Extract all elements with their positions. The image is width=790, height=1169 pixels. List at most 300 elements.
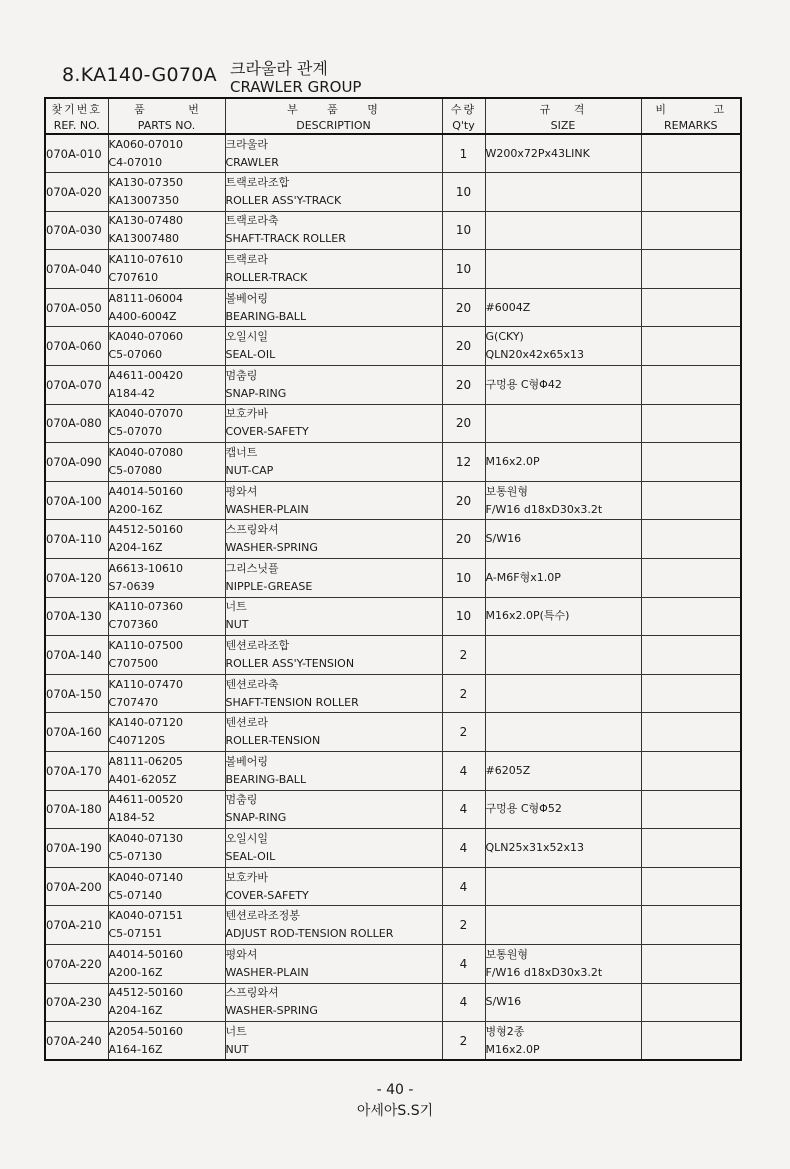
header-qty	[442, 98, 485, 134]
description-english: ROLLER ASS'Y-TRACK	[225, 193, 342, 207]
quantity: 2	[442, 713, 485, 752]
ref-no: 070A-240	[45, 1022, 108, 1061]
description	[225, 366, 442, 405]
remarks	[641, 983, 741, 1022]
description-english: NUT	[225, 618, 249, 632]
description	[225, 520, 442, 559]
description-korean: 텐션로라조정봉	[225, 909, 300, 923]
parts-no-primary: KA110-07360	[108, 600, 184, 614]
description	[225, 134, 442, 173]
size-line-2: F/W16 d18xD30x3.2t	[485, 965, 603, 979]
parts-no	[108, 250, 225, 289]
description-english: SHAFT-TENSION ROLLER	[225, 695, 359, 709]
description	[225, 713, 442, 752]
description-korean: 텐션로라	[225, 716, 269, 730]
size	[485, 597, 641, 636]
parts-no-secondary: A401-6205Z	[108, 772, 177, 786]
remarks	[641, 790, 741, 829]
group-title-english: CRAWLER GROUP	[230, 78, 362, 96]
parts-no-primary: A4611-00420	[108, 368, 183, 382]
header-parts-en: PARTS NO.	[137, 118, 196, 132]
parts-no-primary: KA130-07350	[108, 175, 184, 189]
description-korean: 멈춤링	[225, 368, 258, 382]
table-row	[45, 173, 741, 212]
description-korean: 스프링와셔	[225, 523, 279, 537]
description-korean: 캡너트	[225, 446, 258, 460]
parts-no-primary: KA040-07060	[108, 330, 184, 344]
size	[485, 481, 641, 520]
remarks	[641, 829, 741, 868]
description-korean: 트랙로라축	[225, 214, 279, 228]
header-size-en: SIZE	[550, 118, 576, 132]
table-row	[45, 134, 741, 173]
remarks	[641, 366, 741, 405]
parts-no-secondary: C707470	[108, 695, 159, 709]
description-korean: 볼베어링	[225, 291, 269, 305]
parts-no-secondary: A204-16Z	[108, 541, 163, 555]
size-line-2: QLN20x42x65x13	[485, 348, 585, 362]
description-english: SNAP-RING	[225, 811, 287, 825]
ref-no: 070A-150	[45, 674, 108, 713]
header-desc-ko: 부 품 명	[287, 102, 380, 116]
size	[485, 559, 641, 598]
ref-no: 070A-190	[45, 829, 108, 868]
description-english: BEARING-BALL	[225, 772, 307, 786]
description-korean: 텐션로라축	[225, 677, 279, 691]
quantity: 20	[442, 520, 485, 559]
table-row	[45, 906, 741, 945]
remarks	[641, 250, 741, 289]
size	[485, 636, 641, 675]
description	[225, 481, 442, 520]
parts-no	[108, 520, 225, 559]
description	[225, 443, 442, 482]
quantity: 2	[442, 674, 485, 713]
description	[225, 752, 442, 791]
size	[485, 983, 641, 1022]
description-english: ROLLER-TENSION	[225, 734, 321, 748]
parts-no	[108, 288, 225, 327]
description-korean: 그리스닛플	[225, 561, 279, 575]
description	[225, 790, 442, 829]
parts-no	[108, 134, 225, 173]
parts-no-primary: A8111-06004	[108, 291, 183, 305]
quantity: 20	[442, 366, 485, 405]
header-ref-en: REF. NO.	[53, 118, 100, 132]
remarks	[641, 404, 741, 443]
parts-no	[108, 481, 225, 520]
description	[225, 288, 442, 327]
parts-no-secondary: C4-07010	[108, 155, 163, 169]
description-korean: 오일시일	[225, 330, 269, 344]
parts-no-secondary: C407120S	[108, 734, 166, 748]
parts-no	[108, 867, 225, 906]
quantity: 10	[442, 211, 485, 250]
remarks	[641, 520, 741, 559]
description	[225, 983, 442, 1022]
parts-no-primary: KA060-07010	[108, 137, 184, 151]
header-size	[485, 98, 641, 134]
ref-no: 070A-210	[45, 906, 108, 945]
quantity: 20	[442, 481, 485, 520]
remarks	[641, 752, 741, 791]
header-ref-no	[45, 98, 108, 134]
parts-no-secondary: C707500	[108, 657, 159, 671]
parts-no-secondary: S7-0639	[108, 579, 155, 593]
description-korean: 너트	[225, 1024, 247, 1038]
ref-no: 070A-070	[45, 366, 108, 405]
quantity: 20	[442, 288, 485, 327]
size	[485, 173, 641, 212]
page-number: - 40 -	[376, 1082, 414, 1098]
ref-no: 070A-130	[45, 597, 108, 636]
ref-no: 070A-120	[45, 559, 108, 598]
parts-no-primary: A4014-50160	[108, 484, 183, 498]
size	[485, 867, 641, 906]
quantity: 4	[442, 944, 485, 983]
description-english: ROLLER-TRACK	[225, 271, 308, 285]
size-line-1: 보통원형	[485, 484, 529, 498]
quantity: 10	[442, 597, 485, 636]
table-row	[45, 250, 741, 289]
description	[225, 173, 442, 212]
description-english: NUT	[225, 1042, 249, 1056]
description-english: COVER-SAFETY	[225, 425, 309, 439]
quantity: 4	[442, 867, 485, 906]
parts-no	[108, 327, 225, 366]
quantity: 1	[442, 134, 485, 173]
size-line-1: 병형2종	[485, 1024, 525, 1038]
description-english: CRAWLER	[225, 155, 279, 169]
section-code: 8.KA140-G070A	[62, 64, 217, 86]
size	[485, 327, 641, 366]
parts-no	[108, 173, 225, 212]
remarks	[641, 559, 741, 598]
size-line-1: #6004Z	[485, 300, 531, 314]
parts-no-primary: A4611-00520	[108, 793, 183, 807]
description-korean: 평와셔	[225, 484, 258, 498]
parts-no-secondary: A200-16Z	[108, 965, 163, 979]
ref-no: 070A-020	[45, 173, 108, 212]
remarks	[641, 636, 741, 675]
size	[485, 1022, 641, 1061]
table-row	[45, 829, 741, 868]
size	[485, 752, 641, 791]
remarks	[641, 674, 741, 713]
quantity: 4	[442, 829, 485, 868]
table-row	[45, 944, 741, 983]
parts-no-primary: KA130-07480	[108, 214, 184, 228]
description-korean: 오일시일	[225, 831, 269, 845]
parts-no-primary: A6613-10610	[108, 561, 183, 575]
table-row	[45, 404, 741, 443]
header-ref-ko: 찾기번호	[51, 102, 102, 116]
quantity: 2	[442, 1022, 485, 1061]
description	[225, 944, 442, 983]
size	[485, 944, 641, 983]
ref-no: 070A-140	[45, 636, 108, 675]
quantity: 10	[442, 559, 485, 598]
description	[225, 597, 442, 636]
parts-no-primary: KA140-07120	[108, 716, 184, 730]
description-english: ADJUST ROD-TENSION ROLLER	[225, 927, 394, 941]
quantity: 2	[442, 636, 485, 675]
quantity: 20	[442, 404, 485, 443]
parts-no	[108, 752, 225, 791]
description-korean: 텐션로라조합	[225, 639, 290, 653]
size-line-1: S/W16	[485, 995, 522, 1009]
ref-no: 070A-010	[45, 134, 108, 173]
description-english: SEAL-OIL	[225, 849, 276, 863]
parts-no	[108, 404, 225, 443]
table-row	[45, 713, 741, 752]
remarks	[641, 211, 741, 250]
quantity: 20	[442, 327, 485, 366]
parts-no	[108, 636, 225, 675]
parts-table-body	[45, 134, 741, 1060]
table-row	[45, 327, 741, 366]
quantity: 4	[442, 790, 485, 829]
parts-no-primary: KA040-07130	[108, 831, 184, 845]
description	[225, 829, 442, 868]
table-row	[45, 867, 741, 906]
remarks	[641, 867, 741, 906]
parts-no-primary: KA040-07140	[108, 870, 184, 884]
description-english: SHAFT-TRACK ROLLER	[225, 232, 346, 246]
ref-no: 070A-090	[45, 443, 108, 482]
ref-no: 070A-110	[45, 520, 108, 559]
size-line-1: 구멍용 C형Φ52	[485, 802, 562, 816]
description-korean: 보호카바	[225, 407, 269, 421]
header-qty-ko: 수량	[450, 102, 477, 116]
description	[225, 404, 442, 443]
parts-no	[108, 790, 225, 829]
description-english: NUT-CAP	[225, 464, 274, 478]
ref-no: 070A-160	[45, 713, 108, 752]
header-parts-ko: 품 번	[134, 102, 199, 116]
parts-no-primary: KA040-07151	[108, 909, 184, 923]
size	[485, 520, 641, 559]
parts-no	[108, 1022, 225, 1061]
header-description	[225, 98, 442, 134]
parts-no-secondary: A204-16Z	[108, 1004, 163, 1018]
parts-no-secondary: C707360	[108, 618, 159, 632]
parts-no-primary: KA110-07470	[108, 677, 184, 691]
parts-no-secondary: KA13007350	[108, 193, 180, 207]
ref-no: 070A-180	[45, 790, 108, 829]
size-line-1: A-M6F형x1.0P	[485, 570, 561, 584]
quantity: 10	[442, 173, 485, 212]
table-row	[45, 1022, 741, 1061]
description-english: BEARING-BALL	[225, 309, 307, 323]
parts-table	[44, 97, 742, 1061]
parts-no-secondary: A184-52	[108, 811, 155, 825]
remarks	[641, 1022, 741, 1061]
size-line-1: M16x2.0P(특수)	[485, 609, 570, 623]
parts-no	[108, 211, 225, 250]
description-korean: 보호카바	[225, 870, 269, 884]
description-korean: 트랙로라조합	[225, 175, 290, 189]
parts-no	[108, 366, 225, 405]
parts-no-secondary: A200-16Z	[108, 502, 163, 516]
description-english: SEAL-OIL	[225, 348, 276, 362]
description	[225, 674, 442, 713]
parts-no-secondary: C707610	[108, 271, 159, 285]
parts-no-primary: KA040-07070	[108, 407, 184, 421]
description-korean: 평와셔	[225, 947, 258, 961]
parts-no	[108, 829, 225, 868]
header-desc-en: DESCRIPTION	[296, 118, 371, 132]
parts-no-secondary: C5-07070	[108, 425, 163, 439]
size-line-1: M16x2.0P	[485, 455, 540, 469]
parts-no	[108, 944, 225, 983]
description-korean: 스프링와셔	[225, 986, 279, 1000]
parts-no-primary: A4512-50160	[108, 986, 183, 1000]
remarks	[641, 327, 741, 366]
description	[225, 327, 442, 366]
table-row	[45, 520, 741, 559]
description-english: WASHER-PLAIN	[225, 502, 309, 516]
remarks	[641, 713, 741, 752]
size-line-1: 구멍용 C형Φ42	[485, 377, 562, 391]
parts-no-primary: A2054-50160	[108, 1024, 183, 1038]
ref-no: 070A-030	[45, 211, 108, 250]
ref-no: 070A-100	[45, 481, 108, 520]
ref-no: 070A-230	[45, 983, 108, 1022]
parts-no	[108, 597, 225, 636]
header-remarks-ko: 비 고	[655, 102, 727, 116]
size	[485, 790, 641, 829]
parts-no-primary: A4512-50160	[108, 523, 183, 537]
description-korean: 볼베어링	[225, 754, 269, 768]
size-line-1: QLN25x31x52x13	[485, 840, 585, 854]
description	[225, 211, 442, 250]
size-line-2: F/W16 d18xD30x3.2t	[485, 502, 603, 516]
remarks	[641, 134, 741, 173]
description-english: ROLLER ASS'Y-TENSION	[225, 657, 355, 671]
parts-no-secondary: A400-6004Z	[108, 309, 177, 323]
quantity: 10	[442, 250, 485, 289]
remarks	[641, 944, 741, 983]
table-row	[45, 211, 741, 250]
table-row	[45, 288, 741, 327]
description	[225, 559, 442, 598]
ref-no: 070A-220	[45, 944, 108, 983]
description-english: SNAP-RING	[225, 386, 287, 400]
size	[485, 829, 641, 868]
header-qty-en: Q'ty	[452, 118, 475, 132]
description	[225, 906, 442, 945]
quantity: 4	[442, 752, 485, 791]
parts-no-primary: KA110-07610	[108, 253, 184, 267]
table-row	[45, 366, 741, 405]
remarks	[641, 173, 741, 212]
parts-no-secondary: A184-42	[108, 386, 155, 400]
parts-no-primary: A8111-06205	[108, 754, 183, 768]
quantity: 12	[442, 443, 485, 482]
size	[485, 443, 641, 482]
table-row	[45, 674, 741, 713]
parts-no-secondary: C5-07140	[108, 888, 163, 902]
table-row	[45, 481, 741, 520]
quantity: 4	[442, 983, 485, 1022]
ref-no: 070A-050	[45, 288, 108, 327]
table-row	[45, 597, 741, 636]
parts-no-secondary: A164-16Z	[108, 1042, 163, 1056]
size-line-1: #6205Z	[485, 763, 531, 777]
parts-no-secondary: C5-07080	[108, 464, 163, 478]
size	[485, 713, 641, 752]
parts-no-secondary: KA13007480	[108, 232, 180, 246]
description-english: WASHER-SPRING	[225, 541, 318, 555]
remarks	[641, 906, 741, 945]
description-korean: 멈춤링	[225, 793, 258, 807]
size-line-1: 보통원형	[485, 947, 529, 961]
remarks	[641, 597, 741, 636]
parts-no-primary: KA110-07500	[108, 639, 184, 653]
parts-no-primary: A4014-50160	[108, 947, 183, 961]
group-title-korean: 크라울라 관계	[230, 59, 328, 78]
ref-no: 070A-200	[45, 867, 108, 906]
size	[485, 288, 641, 327]
table-row	[45, 443, 741, 482]
size	[485, 134, 641, 173]
table-header-row	[45, 98, 741, 134]
description-english: NIPPLE-GREASE	[225, 579, 313, 593]
parts-no	[108, 713, 225, 752]
description	[225, 250, 442, 289]
ref-no: 070A-080	[45, 404, 108, 443]
description-english: COVER-SAFETY	[225, 888, 309, 902]
header-remarks-en: REMARKS	[664, 118, 718, 132]
size	[485, 366, 641, 405]
description	[225, 636, 442, 675]
size-line-1: W200x72Px43LINK	[485, 146, 590, 160]
parts-no-secondary: C5-07151	[108, 927, 163, 941]
description-korean: 트랙로라	[225, 253, 269, 267]
parts-no	[108, 674, 225, 713]
size	[485, 250, 641, 289]
header-remarks	[641, 98, 741, 134]
table-row	[45, 752, 741, 791]
remarks	[641, 481, 741, 520]
size	[485, 211, 641, 250]
description-english: WASHER-SPRING	[225, 1004, 318, 1018]
size-line-1: G(CKY)	[485, 330, 524, 344]
description-korean: 크라울라	[225, 137, 269, 151]
ref-no: 070A-040	[45, 250, 108, 289]
quantity: 2	[442, 906, 485, 945]
company-name: 아세아S.S기	[356, 1103, 434, 1119]
parts-no-secondary: C5-07060	[108, 348, 163, 362]
size	[485, 404, 641, 443]
table-row	[45, 559, 741, 598]
description-korean: 너트	[225, 600, 247, 614]
header-parts-no	[108, 98, 225, 134]
parts-no	[108, 906, 225, 945]
size	[485, 674, 641, 713]
description-english: WASHER-PLAIN	[225, 965, 309, 979]
remarks	[641, 443, 741, 482]
ref-no: 070A-170	[45, 752, 108, 791]
size	[485, 906, 641, 945]
parts-no-primary: KA040-07080	[108, 446, 184, 460]
description	[225, 867, 442, 906]
description	[225, 1022, 442, 1061]
table-row	[45, 790, 741, 829]
remarks	[641, 288, 741, 327]
table-row	[45, 983, 741, 1022]
